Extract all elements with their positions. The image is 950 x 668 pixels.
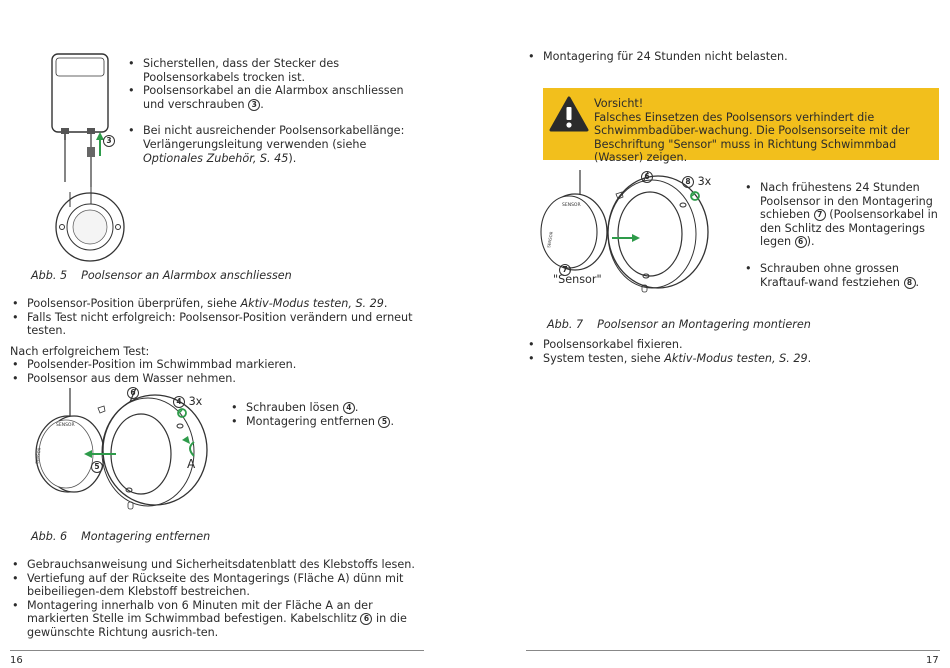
bullet-item: • Poolsensor-Position überprüfen, siehe Aktiv-Modus testen, S. 29. bbox=[10, 297, 425, 311]
bullet-item: • Gebrauchsanweisung und Sicherheitsdatenblatt des Klebstoffs lesen. bbox=[10, 558, 425, 572]
page-number-left: 16 bbox=[10, 655, 23, 666]
bullet-item: • Bei nicht ausreichender Poolsensorkabellänge: Verlängerungsleitung verwenden (siehe Optionales Zubehör, S. 45). bbox=[126, 124, 422, 165]
bullet-item: • Poolsensor aus dem Wasser nehmen. bbox=[10, 372, 425, 386]
fig6-callout-4: 4 3x bbox=[173, 395, 202, 409]
fig7-ring bbox=[608, 172, 708, 292]
fig5-callout-3: 3 bbox=[103, 134, 115, 148]
fig7-sensor bbox=[541, 170, 607, 272]
warning-box bbox=[543, 88, 939, 165]
bullet-item: • Poolsender-Position im Schwimmbad markieren. bbox=[10, 358, 425, 372]
warning-text: Falsches Einsetzen des Poolsensors verhindert die Schwimmbadüber-wachung. Die Poolsensorseite mit der Beschriftung "Sensor" muss in Richtung Schwimmbad (Wasser) zeigen. bbox=[594, 110, 910, 165]
fig7-callout-7: 7 bbox=[559, 263, 571, 277]
fig6-callout-6: 6 bbox=[127, 386, 139, 400]
warning-icon bbox=[549, 96, 589, 132]
bottom-section-left bbox=[10, 558, 425, 640]
page-divider-left bbox=[10, 650, 424, 651]
fig7-callout-6: 6 bbox=[641, 170, 653, 184]
fig6-sensor bbox=[34, 388, 104, 492]
bullet-item: • Sicherstellen, dass der Stecker des Poolsensorkabels trocken ist. bbox=[126, 57, 422, 84]
fig7-sensor-label: "Sensor" bbox=[553, 273, 602, 286]
fig7-caption: Abb. 7 Poolsensor an Montagering montieren bbox=[547, 318, 811, 331]
bullet-item: • Montagering innerhalb von 6 Minuten mit der Fläche A an der markierten Stelle im Schwimmbad befestigen. Kabelschlitz 6 in die gewünschte Richtung ausrich-ten. bbox=[10, 599, 425, 640]
fig5-ring bbox=[56, 187, 124, 261]
fig6-callout-5: 5 bbox=[91, 460, 103, 474]
svg-text:SENSOR: SENSOR bbox=[56, 423, 75, 428]
bullet-item: • Schrauben lösen 4 . bbox=[229, 401, 419, 415]
check-section bbox=[10, 297, 425, 386]
fig6-callout-a: A bbox=[187, 457, 196, 471]
fig5-caption: Abb. 5 Poolsensor an Alarmbox anschliessen bbox=[31, 269, 292, 282]
warning-title: Vorsicht! bbox=[594, 97, 644, 110]
bullet-item: • Poolsensorkabel fixieren. bbox=[526, 338, 936, 352]
bullet-item: • Falls Test nicht erfolgreich: Poolsensor-Position verändern und erneut testen. bbox=[10, 311, 425, 338]
bullet-item: • System testen, siehe Aktiv-Modus testen, S. 29. bbox=[526, 352, 936, 366]
fig5-illustration bbox=[40, 52, 140, 264]
bullet-item: • Schrauben ohne grossen Kraftauf-wand festziehen 8 . bbox=[743, 262, 939, 289]
fig7-text bbox=[743, 181, 939, 289]
page-divider-right bbox=[526, 650, 940, 651]
top-section-right bbox=[526, 50, 936, 64]
fig6-text bbox=[229, 401, 419, 428]
fig7-callout-8: 8 3x bbox=[682, 175, 711, 189]
bullet-item: • Montagering entfernen 5 . bbox=[229, 415, 419, 429]
page-number-right: 17 bbox=[926, 655, 939, 666]
fig5-text bbox=[126, 57, 422, 165]
bullet-item: • Vertiefung auf der Rückseite des Montagerings (Fläche A) dünn mit beibeiliegen-dem Klebstoff bestreichen. bbox=[10, 572, 425, 599]
bottom-section-right bbox=[526, 338, 936, 365]
fig6-caption: Abb. 6 Montagering entfernen bbox=[31, 530, 211, 543]
bullet-item: • Montagering für 24 Stunden nicht belasten. bbox=[526, 50, 936, 64]
bullet-item: • Poolsensorkabel an die Alarmbox anschliessen und verschrauben 3 . bbox=[126, 84, 422, 111]
bullet-item: • Nach frühestens 24 Stunden Poolsensor in den Montagering schieben 7 (Poolsensorkabel in den Schlitz des Montagerings legen 6 ). bbox=[743, 181, 939, 249]
svg-text:SENSOR: SENSOR bbox=[34, 447, 42, 465]
svg-text:SENSOR: SENSOR bbox=[562, 203, 581, 208]
after-test-label: Nach erfolgreichem Test: bbox=[10, 344, 150, 358]
svg-text:SENSOR: SENSOR bbox=[546, 231, 554, 249]
